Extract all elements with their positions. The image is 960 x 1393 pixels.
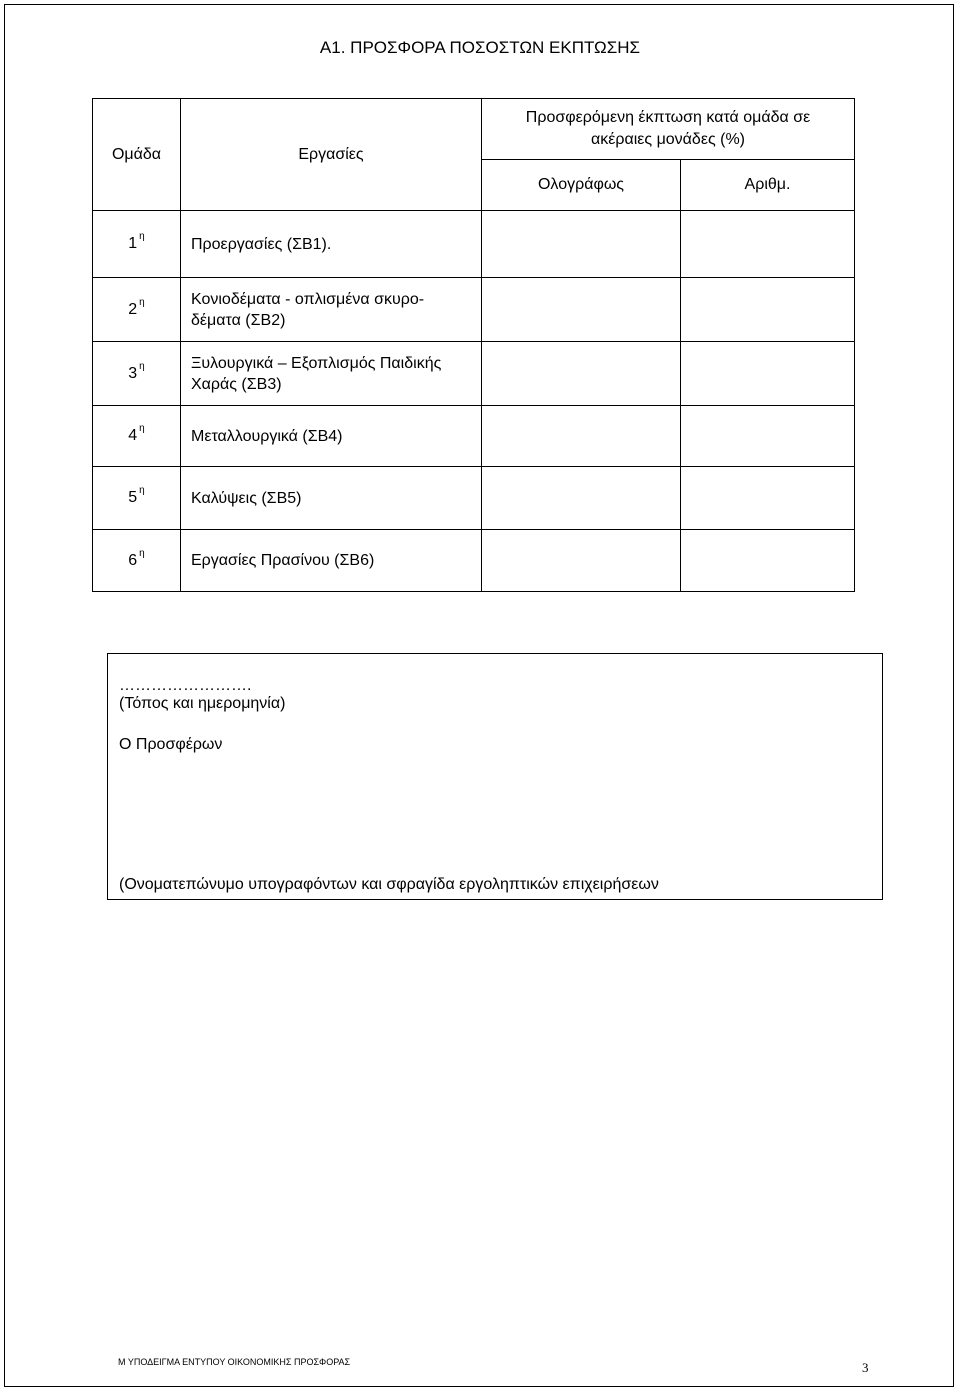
discount-in-words-cell[interactable] — [482, 406, 681, 467]
group-number-value: 5 — [128, 489, 138, 506]
discount-in-words-cell[interactable] — [482, 530, 681, 592]
discount-in-words-cell[interactable] — [482, 467, 681, 530]
work-description — [181, 278, 482, 342]
place-date-label: (Τόπος και ημερομηνία) — [119, 695, 286, 712]
discount-in-words-cell[interactable] — [482, 211, 681, 278]
dotted-line: ……………………. — [119, 677, 252, 694]
work-line1: Εργασίες Πρασίνου (ΣΒ6) — [191, 552, 375, 569]
signature-box — [107, 653, 883, 900]
header-in-numbers: Αριθμ. — [681, 160, 855, 211]
discount-in-words-cell[interactable] — [482, 342, 681, 406]
group-number — [93, 406, 181, 467]
offeror-label: Ο Προσφέρων — [119, 736, 223, 753]
header-discount-line1: Προσφερόμενη έκπτωση κατά ομάδα σε — [525, 109, 811, 126]
work-description — [181, 211, 482, 278]
ordinal-suffix: η — [139, 485, 145, 496]
page-title: Α1. ΠΡΟΣΦΟΡΑ ΠΟΣΟΣΤΩΝ ΕΚΠΤΩΣΗΣ — [319, 38, 641, 57]
table-row — [93, 467, 855, 530]
discount-in-numbers-cell[interactable] — [681, 342, 855, 406]
work-line1: Κονιοδέματα - οπλισμένα σκυρο- — [191, 290, 425, 308]
work-description — [181, 406, 482, 467]
work-line1: Καλύψεις (ΣΒ5) — [191, 489, 302, 507]
header-discount-line2: ακέραιες μονάδες (%) — [590, 131, 746, 148]
ordinal-suffix: η — [139, 360, 145, 372]
table-row — [93, 211, 855, 278]
work-line2: Χαράς (ΣΒ3) — [191, 375, 282, 393]
work-description — [181, 342, 482, 406]
group-number — [93, 342, 181, 406]
group-number — [93, 530, 181, 592]
group-number — [93, 211, 181, 278]
work-line2: δέματα (ΣΒ2) — [191, 311, 286, 329]
table-row — [93, 406, 855, 467]
table-header-row — [93, 99, 855, 160]
discount-in-numbers-cell[interactable] — [681, 278, 855, 342]
group-number — [93, 278, 181, 342]
ordinal-suffix: η — [139, 547, 145, 559]
group-number — [93, 467, 181, 530]
ordinal-suffix: η — [139, 296, 145, 308]
work-description — [181, 530, 482, 592]
work-line1: Προεργασίες (ΣΒ1). — [191, 235, 332, 253]
work-line1: Μεταλλουργικά (ΣΒ4) — [191, 427, 343, 445]
work-line1: Ξυλουργικά – Εξοπλισμός Παιδικής — [191, 354, 442, 372]
discount-in-numbers-cell[interactable] — [681, 530, 855, 592]
discount-in-numbers-cell[interactable] — [681, 211, 855, 278]
group-number-value: 1 — [128, 235, 138, 252]
group-number-value: 6 — [128, 551, 138, 569]
table-row — [93, 530, 855, 592]
header-works: Εργασίες — [181, 99, 482, 211]
discount-in-words-cell[interactable] — [482, 278, 681, 342]
header-discount — [482, 99, 855, 160]
ordinal-suffix: η — [139, 423, 145, 434]
group-number-value: 4 — [128, 427, 138, 444]
ordinal-suffix: η — [139, 231, 145, 242]
work-description — [181, 467, 482, 530]
discount-in-numbers-cell[interactable] — [681, 467, 855, 530]
discount-in-numbers-cell[interactable] — [681, 406, 855, 467]
table-row — [93, 278, 855, 342]
group-number-value: 2 — [128, 300, 138, 318]
header-in-words: Ολογράφως — [482, 160, 681, 211]
footer-document-name: Μ ΥΠΟΔΕΙΓΜΑ ΕΝΤΥΠΟΥ ΟΙΚΟΝΟΜΙΚΗΣ ΠΡΟΣΦΟΡΑΣ — [118, 1357, 351, 1367]
page-number: 3 — [862, 1360, 869, 1375]
signatories-label: (Ονοματεπώνυμο υπογραφόντων και σφραγίδα εργοληπτικών επιχειρήσεων — [119, 876, 659, 893]
group-number-value: 3 — [128, 364, 138, 382]
table-row — [93, 342, 855, 406]
discount-offer-table — [92, 98, 855, 592]
header-group: Ομάδα — [93, 99, 181, 211]
